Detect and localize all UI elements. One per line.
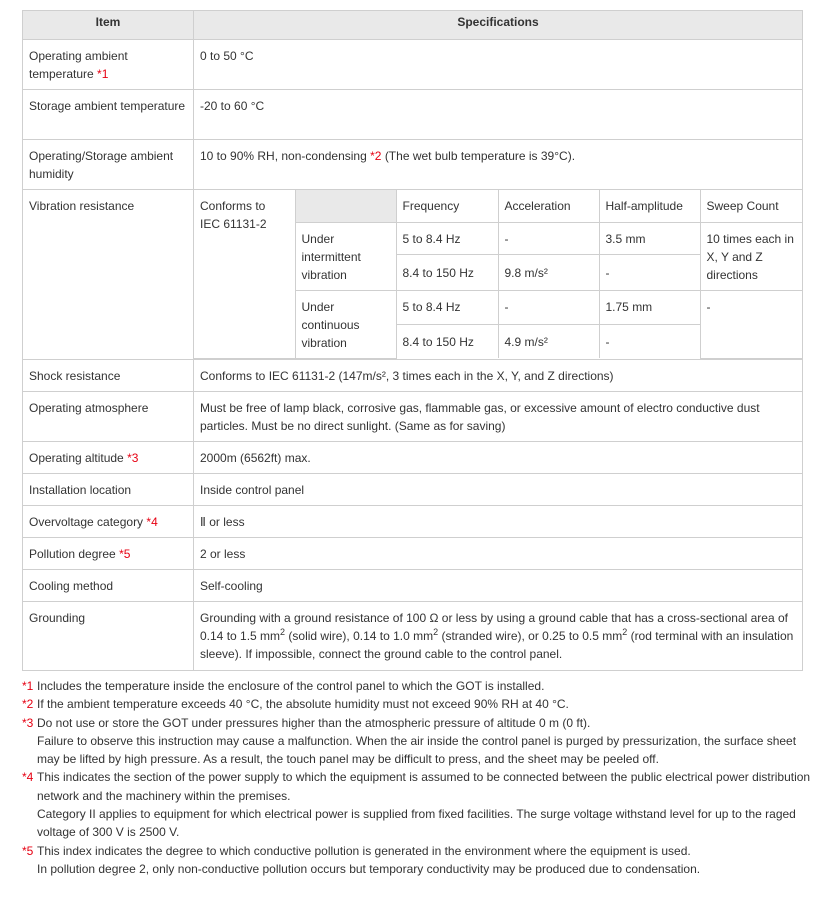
table-row-grounding	[23, 601, 803, 670]
item-label: Storage ambient temperature	[23, 90, 194, 140]
conforms-cell: Conforms to IEC 61131-2	[194, 190, 295, 358]
half-amplitude-cell: -	[599, 255, 700, 290]
item-label: Operating/Storage ambient humidity	[23, 140, 194, 190]
item-cell	[23, 505, 194, 537]
acceleration-cell: 4.9 m/s²	[498, 324, 599, 358]
footnote-mark: *5	[22, 843, 34, 858]
item-label: Shock resistance	[23, 359, 194, 391]
half-amplitude-cell: 1.75 mm	[599, 290, 700, 324]
table-header-row	[23, 11, 803, 40]
table-row-location	[23, 473, 803, 505]
footnote-text: This index indicates the degree to which conductive pollution is generated in the environment where the equipment is used.	[37, 843, 691, 858]
spec-cell	[194, 140, 803, 190]
footnote	[22, 695, 812, 713]
item-label: Vibration resistance	[23, 190, 194, 360]
superscript: 2	[622, 626, 628, 637]
item-label: Grounding	[23, 601, 194, 670]
footnote-ref: *4	[146, 514, 158, 529]
spec-text: 10 to 90% RH, non-condensing	[200, 149, 367, 163]
spec-cell: 0 to 50 °C	[194, 40, 803, 90]
footnote	[22, 677, 812, 695]
header-item: Item	[23, 11, 194, 40]
footnote-mark: *2	[22, 697, 34, 712]
frequency-cell: 8.4 to 150 Hz	[396, 255, 498, 290]
footnote-detail: In pollution degree 2, only non-conductive pollution occurs but temporary conductivity may be produced due to condensation.	[37, 861, 701, 876]
item-label: Installation location	[23, 473, 194, 505]
footnote	[22, 768, 812, 805]
item-cell	[23, 40, 194, 90]
spec-table-container	[22, 10, 802, 671]
intermittent-label: Under intermittent vibration	[295, 222, 396, 290]
grounding-text: Grounding with a ground resistance of 100 Ω or less by using a ground cable that has a cross-sectional area of 0.14 to 1.5 mm	[200, 610, 788, 643]
footnote-text: This indicates the section of the power supply to which the equipment is assumed to be connected between the public electrical power distribution network and the machinery within the premises.	[37, 770, 811, 803]
item-label: Overvoltage category	[29, 514, 144, 529]
frequency-cell: 8.4 to 150 Hz	[396, 324, 498, 358]
footnote-mark: *4	[22, 770, 34, 785]
footnote-mark: *1	[22, 679, 34, 693]
half-amplitude-cell: -	[599, 324, 700, 358]
item-cell	[23, 441, 194, 473]
footnote-ref: *5	[119, 546, 131, 561]
spec-cell: Self-cooling	[194, 569, 803, 601]
footnote-detail: Category II applies to equipment for which electrical power is supplied from fixed facilities. The surge voltage withstand level for up to the raged voltage of 300 V is 2500 V.	[37, 807, 796, 840]
spec-cell	[194, 601, 803, 670]
footnote-ref: *2	[370, 149, 382, 163]
spec-cell: -20 to 60 °C	[194, 90, 803, 140]
item-label: Operating ambient temperature	[29, 49, 128, 81]
item-label: Pollution degree	[29, 546, 116, 561]
spec-cell: 2 or less	[194, 537, 803, 569]
frequency-cell: 5 to 8.4 Hz	[396, 290, 498, 324]
sweep-count-cell: -	[700, 290, 803, 358]
acceleration-cell: 9.8 m/s²	[498, 255, 599, 290]
table-row-vibration	[23, 190, 803, 360]
table-row-overvoltage	[23, 505, 803, 537]
spec-cell: Inside control panel	[194, 473, 803, 505]
footnote-ref: *1	[97, 67, 109, 81]
footnote-ref: *3	[127, 450, 139, 465]
item-cell	[23, 537, 194, 569]
item-label: Cooling method	[23, 569, 194, 601]
item-label: Operating altitude	[29, 450, 124, 465]
col-header-half-amplitude: Half-amplitude	[599, 190, 700, 222]
acceleration-cell: -	[498, 290, 599, 324]
acceleration-cell: -	[498, 222, 599, 255]
spec-cell: Conforms to IEC 61131-2 (147m/s², 3 times each in the X, Y, and Z directions)	[194, 359, 803, 391]
table-row-pollution	[23, 537, 803, 569]
superscript: 2	[280, 626, 286, 637]
blank-header-cell	[295, 190, 396, 222]
table-row-humidity	[23, 140, 803, 190]
footnote-text: Do not use or store the GOT under pressures higher than the atmospheric pressure of altitude 0 m (0 ft).	[37, 715, 591, 730]
table-row-storage-temperature	[23, 90, 803, 140]
footnote-text: Includes the temperature inside the enclosure of the control panel to which the GOT is installed.	[37, 679, 545, 693]
footnote-text: If the ambient temperature exceeds 40 °C, the absolute humidity must not exceed 90% RH at 40 °C.	[37, 697, 569, 712]
table-row-operating-temperature	[23, 40, 803, 90]
superscript: 2	[433, 626, 439, 637]
footnote	[22, 714, 812, 732]
col-header-sweep-count: Sweep Count	[700, 190, 803, 222]
specifications-table	[22, 10, 803, 671]
sweep-count-cell: 10 times each in X, Y and Z directions	[700, 222, 803, 290]
grounding-text: (stranded wire), or 0.25 to 0.5 mm	[438, 628, 623, 643]
half-amplitude-cell: 3.5 mm	[599, 222, 700, 255]
spec-text-note: (The wet bulb temperature is 39°C).	[384, 149, 576, 163]
col-header-frequency: Frequency	[396, 190, 498, 222]
footnote	[22, 842, 812, 860]
vibration-header-row	[194, 190, 803, 222]
frequency-cell: 5 to 8.4 Hz	[396, 222, 498, 255]
footnotes	[22, 677, 812, 878]
spec-cell: 2000m (6562ft) max.	[194, 441, 803, 473]
col-header-acceleration: Acceleration	[498, 190, 599, 222]
footnote-detail: Failure to observe this instruction may cause a malfunction. When the air inside the control panel is purged by pressurization, the surface sheet may be lifted by high pressure. As a result, the touch panel may be difficult to press, and the sheet may be peeled off.	[37, 733, 797, 767]
item-label: Operating atmosphere	[23, 391, 194, 441]
spec-cell: Ⅱ or less	[194, 505, 803, 537]
table-row-cooling	[23, 569, 803, 601]
continuous-label: Under continuous vibration	[295, 290, 396, 358]
grounding-text: (rod terminal with an insulation sleeve). If impossible, connect the ground cable to the control panel.	[200, 628, 794, 661]
footnote-mark: *3	[22, 715, 34, 730]
table-row-atmosphere	[23, 391, 803, 441]
header-specifications: Specifications	[194, 11, 803, 40]
vibration-subtable	[194, 190, 803, 359]
grounding-text: (solid wire), 0.14 to 1.0 mm	[285, 628, 434, 643]
spec-cell: Must be free of lamp black, corrosive gas, flammable gas, or excessive amount of electro conductive dust particles. Must be no direct sunlight. (Same as for saving)	[194, 391, 803, 441]
table-row-shock	[23, 359, 803, 391]
vibration-spec-cell	[194, 190, 803, 360]
table-row-altitude	[23, 441, 803, 473]
